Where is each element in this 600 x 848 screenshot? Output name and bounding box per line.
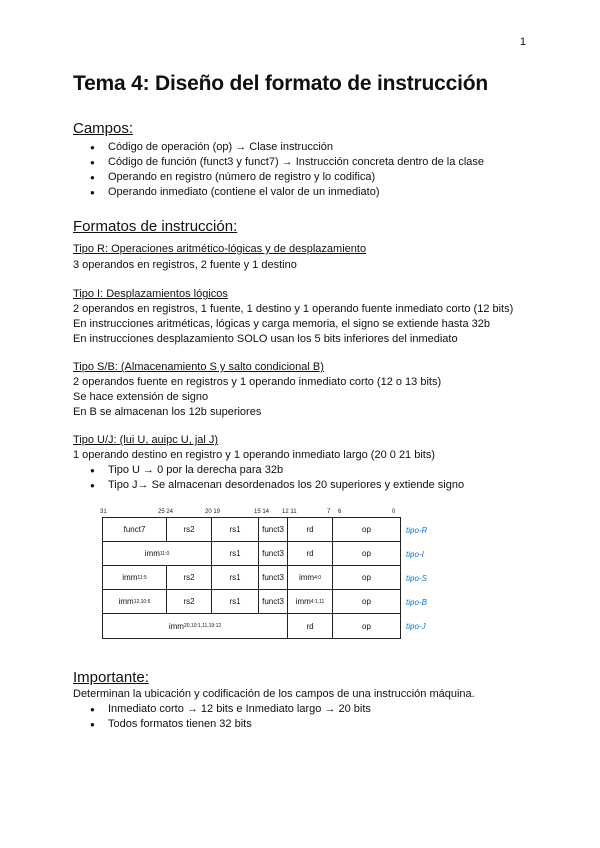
- tipo-uj-title: Tipo U/J: (lui U, auipc U, jal J): [73, 434, 219, 446]
- list-item: ● Tipo U → 0 por la derecha para 32b: [90, 463, 464, 478]
- list-item: ● Código de operación (op) → Clase instrucción: [90, 140, 484, 155]
- list-item: ● Inmediato corto → 12 bits e Inmediato largo → 20 bits: [90, 702, 371, 717]
- campos-heading: Campos:: [73, 120, 134, 137]
- tipo-uj-line: 1 operando destino en registro y 1 operando inmediato largo (20 0 21 bits): [73, 449, 436, 461]
- cell-op: op: [332, 517, 401, 542]
- importante-text: Determinan la ubicación y codificación de los campos de una instrucción máquina.: [73, 688, 475, 700]
- page-number: 1: [519, 36, 526, 48]
- tipo-r-title: Tipo R: Operaciones aritmético-lógicas y de desplazamiento: [73, 243, 367, 255]
- tipo-label: tipo-I: [406, 550, 424, 559]
- bit-label: 15 14: [254, 509, 270, 515]
- tipo-i-line: En instrucciones desplazamiento SOLO usan los 5 bits inferiores del inmediato: [73, 333, 458, 345]
- tipo-label: tipo-J: [406, 622, 426, 631]
- list-item: ● Operando en registro (número de registro y lo codifica): [90, 170, 484, 185]
- cell-rs1: rs1: [211, 589, 259, 614]
- cell-funct3: funct3: [258, 541, 288, 566]
- cell-imm: imm 11:0: [102, 541, 212, 566]
- cell-rs2: rs2: [166, 565, 212, 590]
- cell-imm-hi: imm 11:5: [102, 565, 167, 590]
- list-item: ● Tipo J→ Se almacenan desordenados los 20 superiores y extiende signo: [90, 478, 464, 493]
- importante-heading: Importante:: [73, 669, 149, 686]
- tipo-i-line: 2 operandos en registros, 1 fuente, 1 destino y 1 operando fuente inmediato corto (12 bits): [73, 303, 514, 315]
- cell-funct3: funct3: [258, 589, 288, 614]
- cell-imm-lo: imm 4:0: [287, 565, 333, 590]
- cell-op: op: [332, 589, 401, 614]
- importante-list: [90, 702, 371, 732]
- list-item: ● Operando inmediato (contiene el valor de un inmediato): [90, 185, 484, 200]
- bit-label: 0: [392, 509, 396, 515]
- tipo-i-title: Tipo I: Desplazamientos lógicos: [73, 288, 228, 300]
- bit-label: 31: [100, 509, 107, 515]
- cell-imm-lo: imm 4:1,11: [287, 589, 333, 614]
- bit-label: 12 11: [282, 509, 297, 515]
- cell-funct3: funct3: [258, 517, 288, 542]
- cell-rs1: rs1: [211, 517, 259, 542]
- tipo-sb-line: 2 operandos fuente en registros y 1 operando inmediato corto (12 o 13 bits): [73, 376, 442, 388]
- list-item: ● Todos formatos tienen 32 bits: [90, 717, 371, 732]
- cell-rd: rd: [287, 541, 333, 566]
- formatos-heading: Formatos de instrucción:: [73, 218, 238, 235]
- cell-op: op: [332, 541, 401, 566]
- campos-list: [90, 140, 484, 200]
- page-title: Tema 4: Diseño del formato de instrucción: [73, 72, 488, 95]
- bit-label: 25 24: [158, 509, 174, 515]
- cell-rs2: rs2: [166, 517, 212, 542]
- cell-imm-hi: imm 12,10:5: [102, 589, 167, 614]
- tipo-label: tipo-R: [406, 526, 428, 535]
- tipo-sb-line: En B se almacenan los 12b superiores: [73, 406, 262, 418]
- bit-label: 6: [338, 509, 342, 515]
- bit-label: 7: [327, 509, 331, 515]
- tipo-label: tipo-S: [406, 574, 427, 583]
- cell-imm: imm 20,10:1,11,19:12: [102, 613, 288, 639]
- cell-rs1: rs1: [211, 541, 259, 566]
- cell-funct7: funct7: [102, 517, 167, 542]
- cell-funct3: funct3: [258, 565, 288, 590]
- tipo-uj-list: [90, 463, 464, 493]
- cell-rs2: rs2: [166, 589, 212, 614]
- cell-rd: rd: [287, 613, 333, 639]
- cell-rd: rd: [287, 517, 333, 542]
- list-item: ● Código de función (funct3 y funct7) → Instrucción concreta dentro de la clase: [90, 155, 484, 170]
- tipo-r-line: 3 operandos en registros, 2 fuente y 1 destino: [73, 259, 297, 271]
- cell-op: op: [332, 613, 401, 639]
- tipo-sb-title: Tipo S/B: (Almacenamiento S y salto condicional B): [73, 361, 324, 373]
- tipo-sb-line: Se hace extensión de signo: [73, 391, 209, 403]
- cell-op: op: [332, 565, 401, 590]
- cell-rs1: rs1: [211, 565, 259, 590]
- bit-label: 20 19: [205, 509, 221, 515]
- tipo-label: tipo-B: [406, 598, 427, 607]
- tipo-i-line: En instrucciones aritméticas, lógicas y carga memoria, el signo se extiende hasta 32b: [73, 318, 490, 330]
- format-table: [100, 509, 402, 641]
